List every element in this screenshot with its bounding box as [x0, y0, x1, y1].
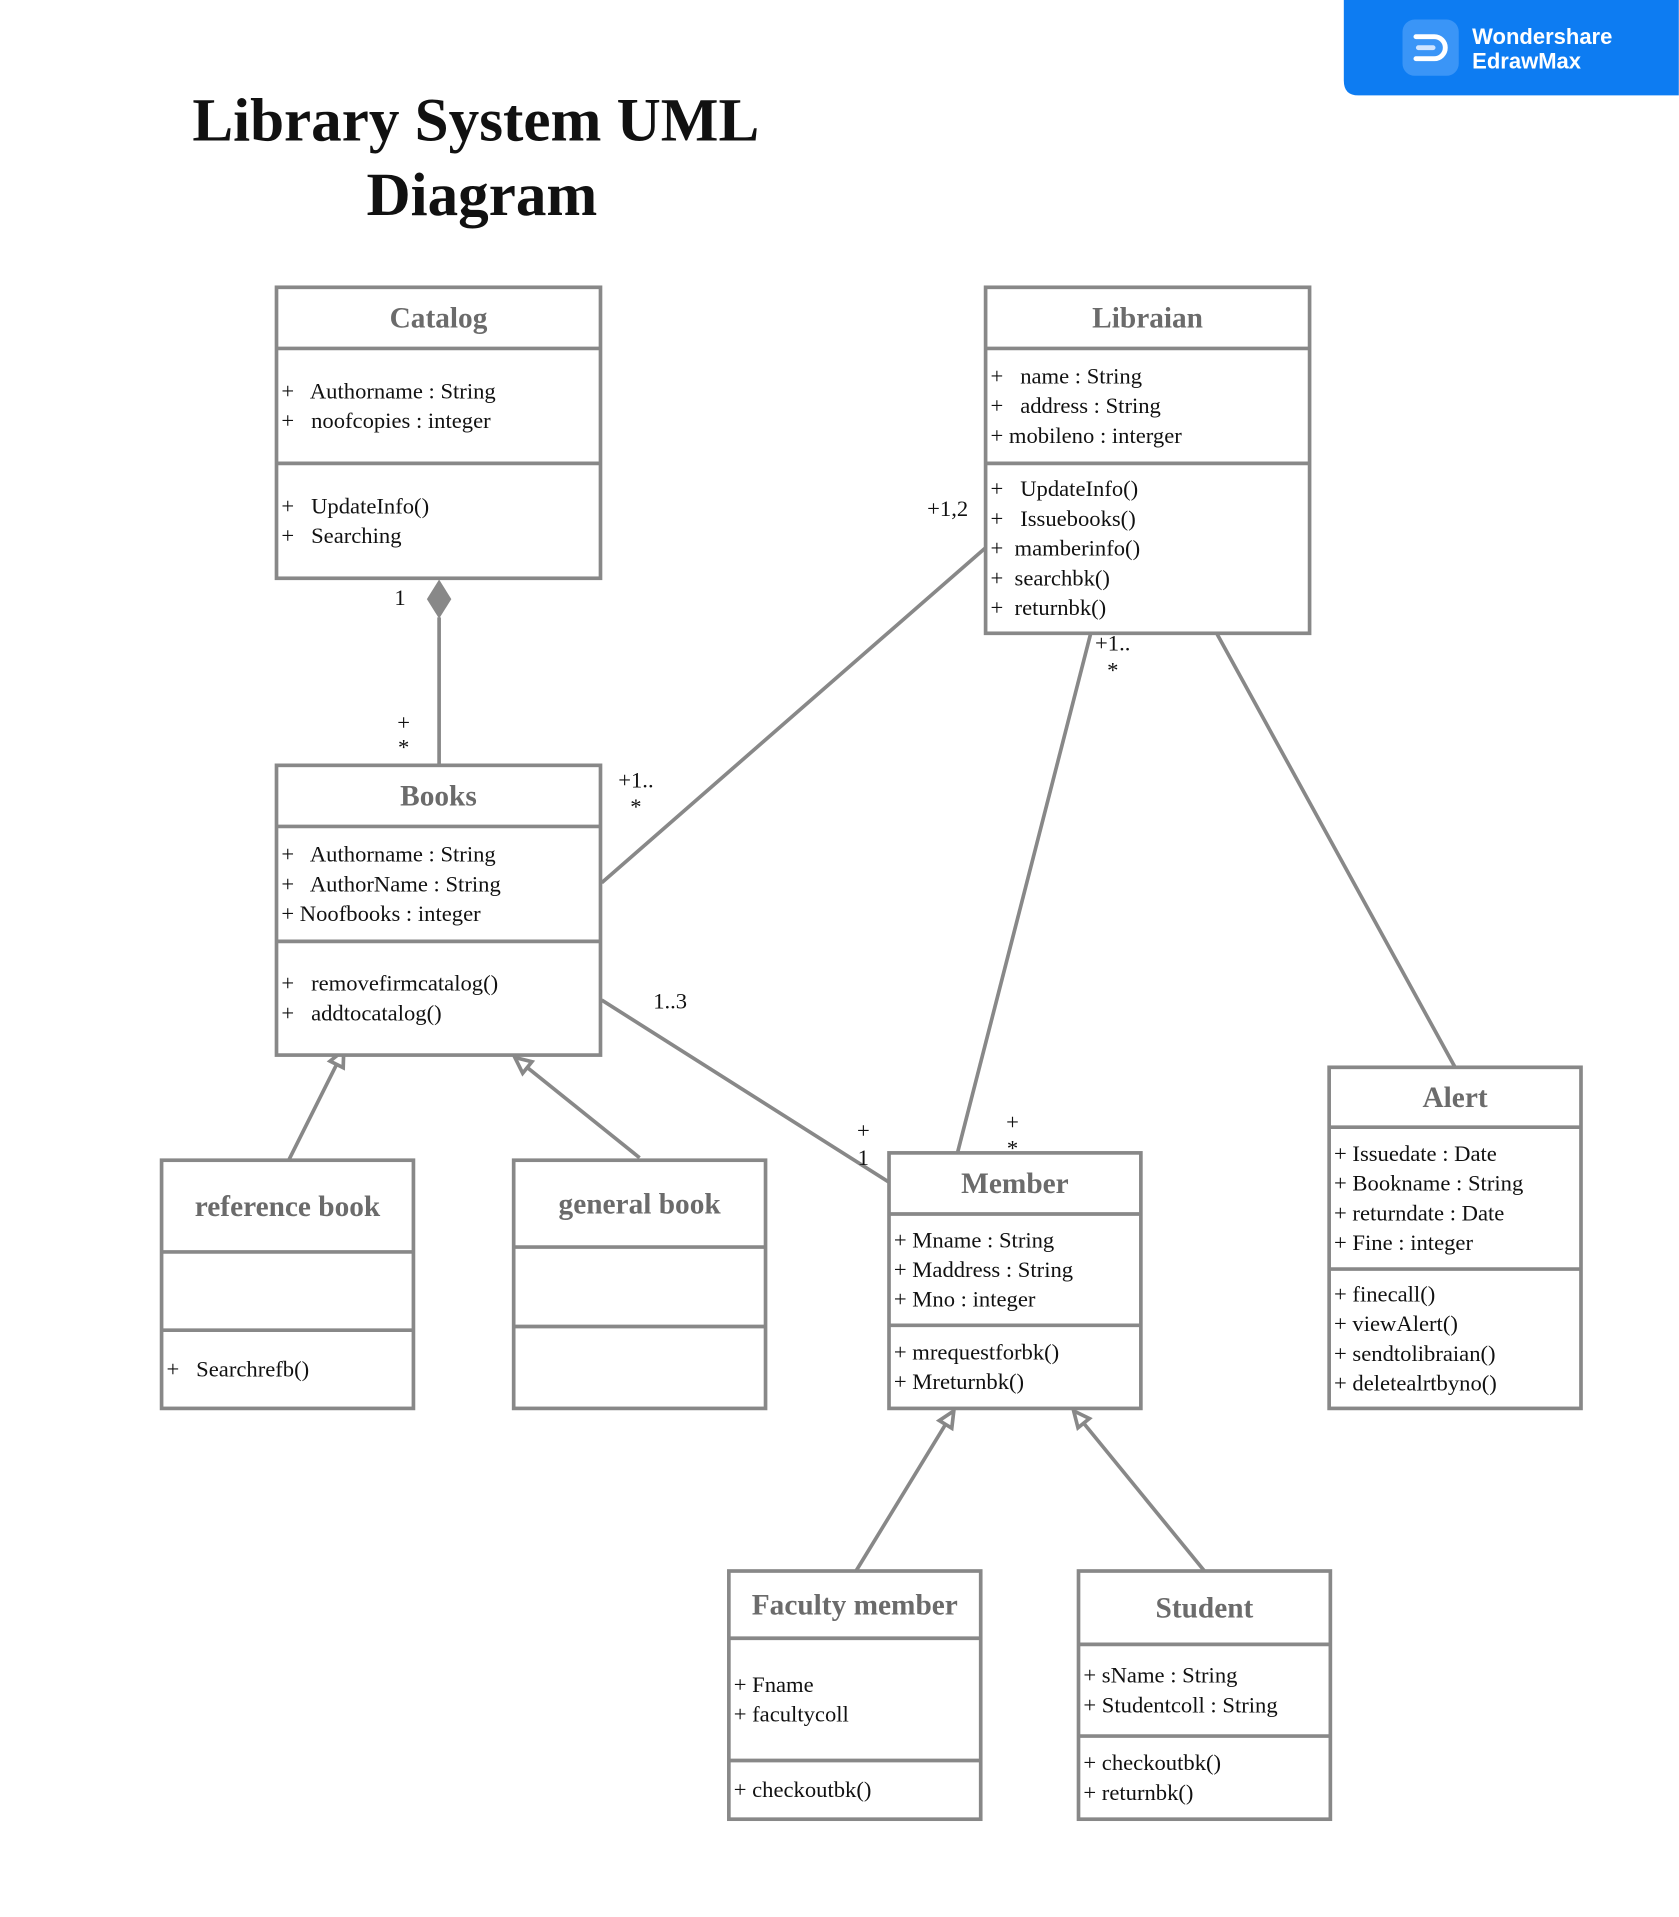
class-books[interactable]: [277, 765, 601, 1055]
class-attribute: + returndate : Date: [1334, 1200, 1505, 1226]
multiplicity-label: *: [397, 734, 410, 760]
class-method: + UpdateInfo(): [281, 493, 430, 519]
generalization-general-books: [515, 1058, 640, 1158]
class-method: + returnbk(): [990, 595, 1107, 621]
class-attribute: + address : String: [990, 393, 1161, 419]
class-name: reference book: [194, 1190, 381, 1223]
class-attribute: + Bookname : String: [1334, 1170, 1524, 1196]
class-name: Alert: [1422, 1082, 1488, 1115]
page-title-line2: Diagram: [366, 162, 598, 230]
class-name: Member: [961, 1168, 1069, 1201]
class-method: + finecall(): [1334, 1281, 1436, 1307]
class-attribute: + sName : String: [1083, 1662, 1238, 1688]
class-attribute: + AuthorName : String: [281, 871, 501, 897]
class-student[interactable]: [1079, 1571, 1331, 1819]
relationships: [289, 548, 1455, 1571]
multiplicity-label: 1: [394, 585, 406, 611]
association-books-member: [602, 1000, 889, 1182]
class-attribute: + noofcopies : integer: [281, 408, 491, 434]
class-faculty[interactable]: [729, 1571, 981, 1819]
class-name: Student: [1155, 1592, 1254, 1625]
class-method: + Searching: [281, 523, 402, 549]
class-name: Books: [400, 780, 477, 813]
class-method: + mrequestforbk(): [893, 1339, 1060, 1365]
class-attribute: + Noofbooks : integer: [281, 900, 481, 926]
classes: [162, 287, 1581, 1819]
multiplicity-label: +1..: [618, 767, 654, 793]
multiplicity-label: *: [1107, 657, 1119, 683]
multiplicity-label: *: [630, 794, 642, 820]
multiplicity-label: 1..3: [653, 988, 688, 1014]
multiplicity-label: +: [397, 709, 411, 735]
class-attribute: + Authorname : String: [281, 378, 496, 404]
association-books-librarian: [602, 548, 986, 883]
brand-line2: EdrawMax: [1472, 48, 1582, 74]
generalization-faculty-member: [856, 1411, 954, 1571]
composition-diamond-icon: [427, 580, 451, 619]
class-name: Catalog: [389, 302, 488, 335]
class-method: + addtocatalog(): [281, 1000, 442, 1026]
class-librarian[interactable]: [986, 287, 1310, 633]
generalization-arrowhead-icon: [939, 1411, 954, 1428]
multiplicity-label: +1..: [1095, 630, 1131, 656]
class-attribute: + mobileno : interger: [990, 422, 1182, 448]
multiplicity-label: +: [856, 1118, 870, 1144]
class-attribute: + Mno : integer: [893, 1286, 1036, 1312]
class-attribute: + Mname : String: [893, 1227, 1055, 1253]
class-alert[interactable]: [1329, 1067, 1581, 1408]
class-attribute: + Maddress : String: [893, 1256, 1074, 1282]
class-reference[interactable]: [162, 1160, 414, 1408]
class-method: + removefirmcatalog(): [281, 970, 499, 996]
class-attribute: + name : String: [990, 363, 1143, 389]
class-method: + sendtolibraian(): [1334, 1340, 1496, 1366]
class-attribute: + Fname: [733, 1671, 814, 1697]
class-name: Libraian: [1092, 302, 1204, 335]
edrawmax-logo-icon: [1402, 20, 1458, 76]
class-attribute: + Issuedate : Date: [1334, 1140, 1497, 1166]
class-catalog[interactable]: [277, 287, 601, 578]
class-method: + UpdateInfo(): [990, 476, 1139, 502]
class-member[interactable]: [889, 1153, 1141, 1409]
multiplicity-label: +: [1006, 1109, 1019, 1135]
class-attribute: + Fine : integer: [1334, 1230, 1474, 1256]
class-method: + deletealrtbyno(): [1334, 1370, 1497, 1396]
generalization-reference-books: [289, 1050, 344, 1160]
multiplicity-label: +1,2: [927, 495, 969, 521]
class-method: + checkoutbk(): [733, 1777, 872, 1803]
multiplicity-label: 1: [857, 1145, 869, 1171]
class-attribute: + Studentcoll : String: [1083, 1692, 1278, 1718]
class-method: + returnbk(): [1083, 1779, 1194, 1805]
association-librarian-alert: [1217, 633, 1455, 1067]
class-general[interactable]: [514, 1160, 766, 1408]
association-librarian-member: [957, 633, 1090, 1153]
brand-line1: Wondershare: [1472, 24, 1613, 50]
class-method: + viewAlert(): [1334, 1311, 1458, 1337]
class-method: + searchbk(): [990, 565, 1110, 591]
multiplicity-label: *: [1006, 1135, 1019, 1161]
class-attribute: + Authorname : String: [281, 841, 496, 867]
class-method: + Searchrefb(): [166, 1356, 310, 1382]
class-method: + checkoutbk(): [1083, 1750, 1222, 1776]
class-method: + mamberinfo(): [990, 535, 1141, 561]
class-name: Faculty member: [751, 1589, 958, 1622]
class-attribute: + facultycoll: [733, 1701, 849, 1727]
class-method: + Issuebooks(): [990, 505, 1136, 531]
class-method: + Mreturnbk(): [893, 1369, 1025, 1395]
class-name: general book: [558, 1188, 721, 1221]
brand-banner[interactable]: [1344, 0, 1679, 95]
page-title-line1: Library System UML: [192, 87, 760, 155]
generalization-student-member: [1074, 1411, 1205, 1571]
